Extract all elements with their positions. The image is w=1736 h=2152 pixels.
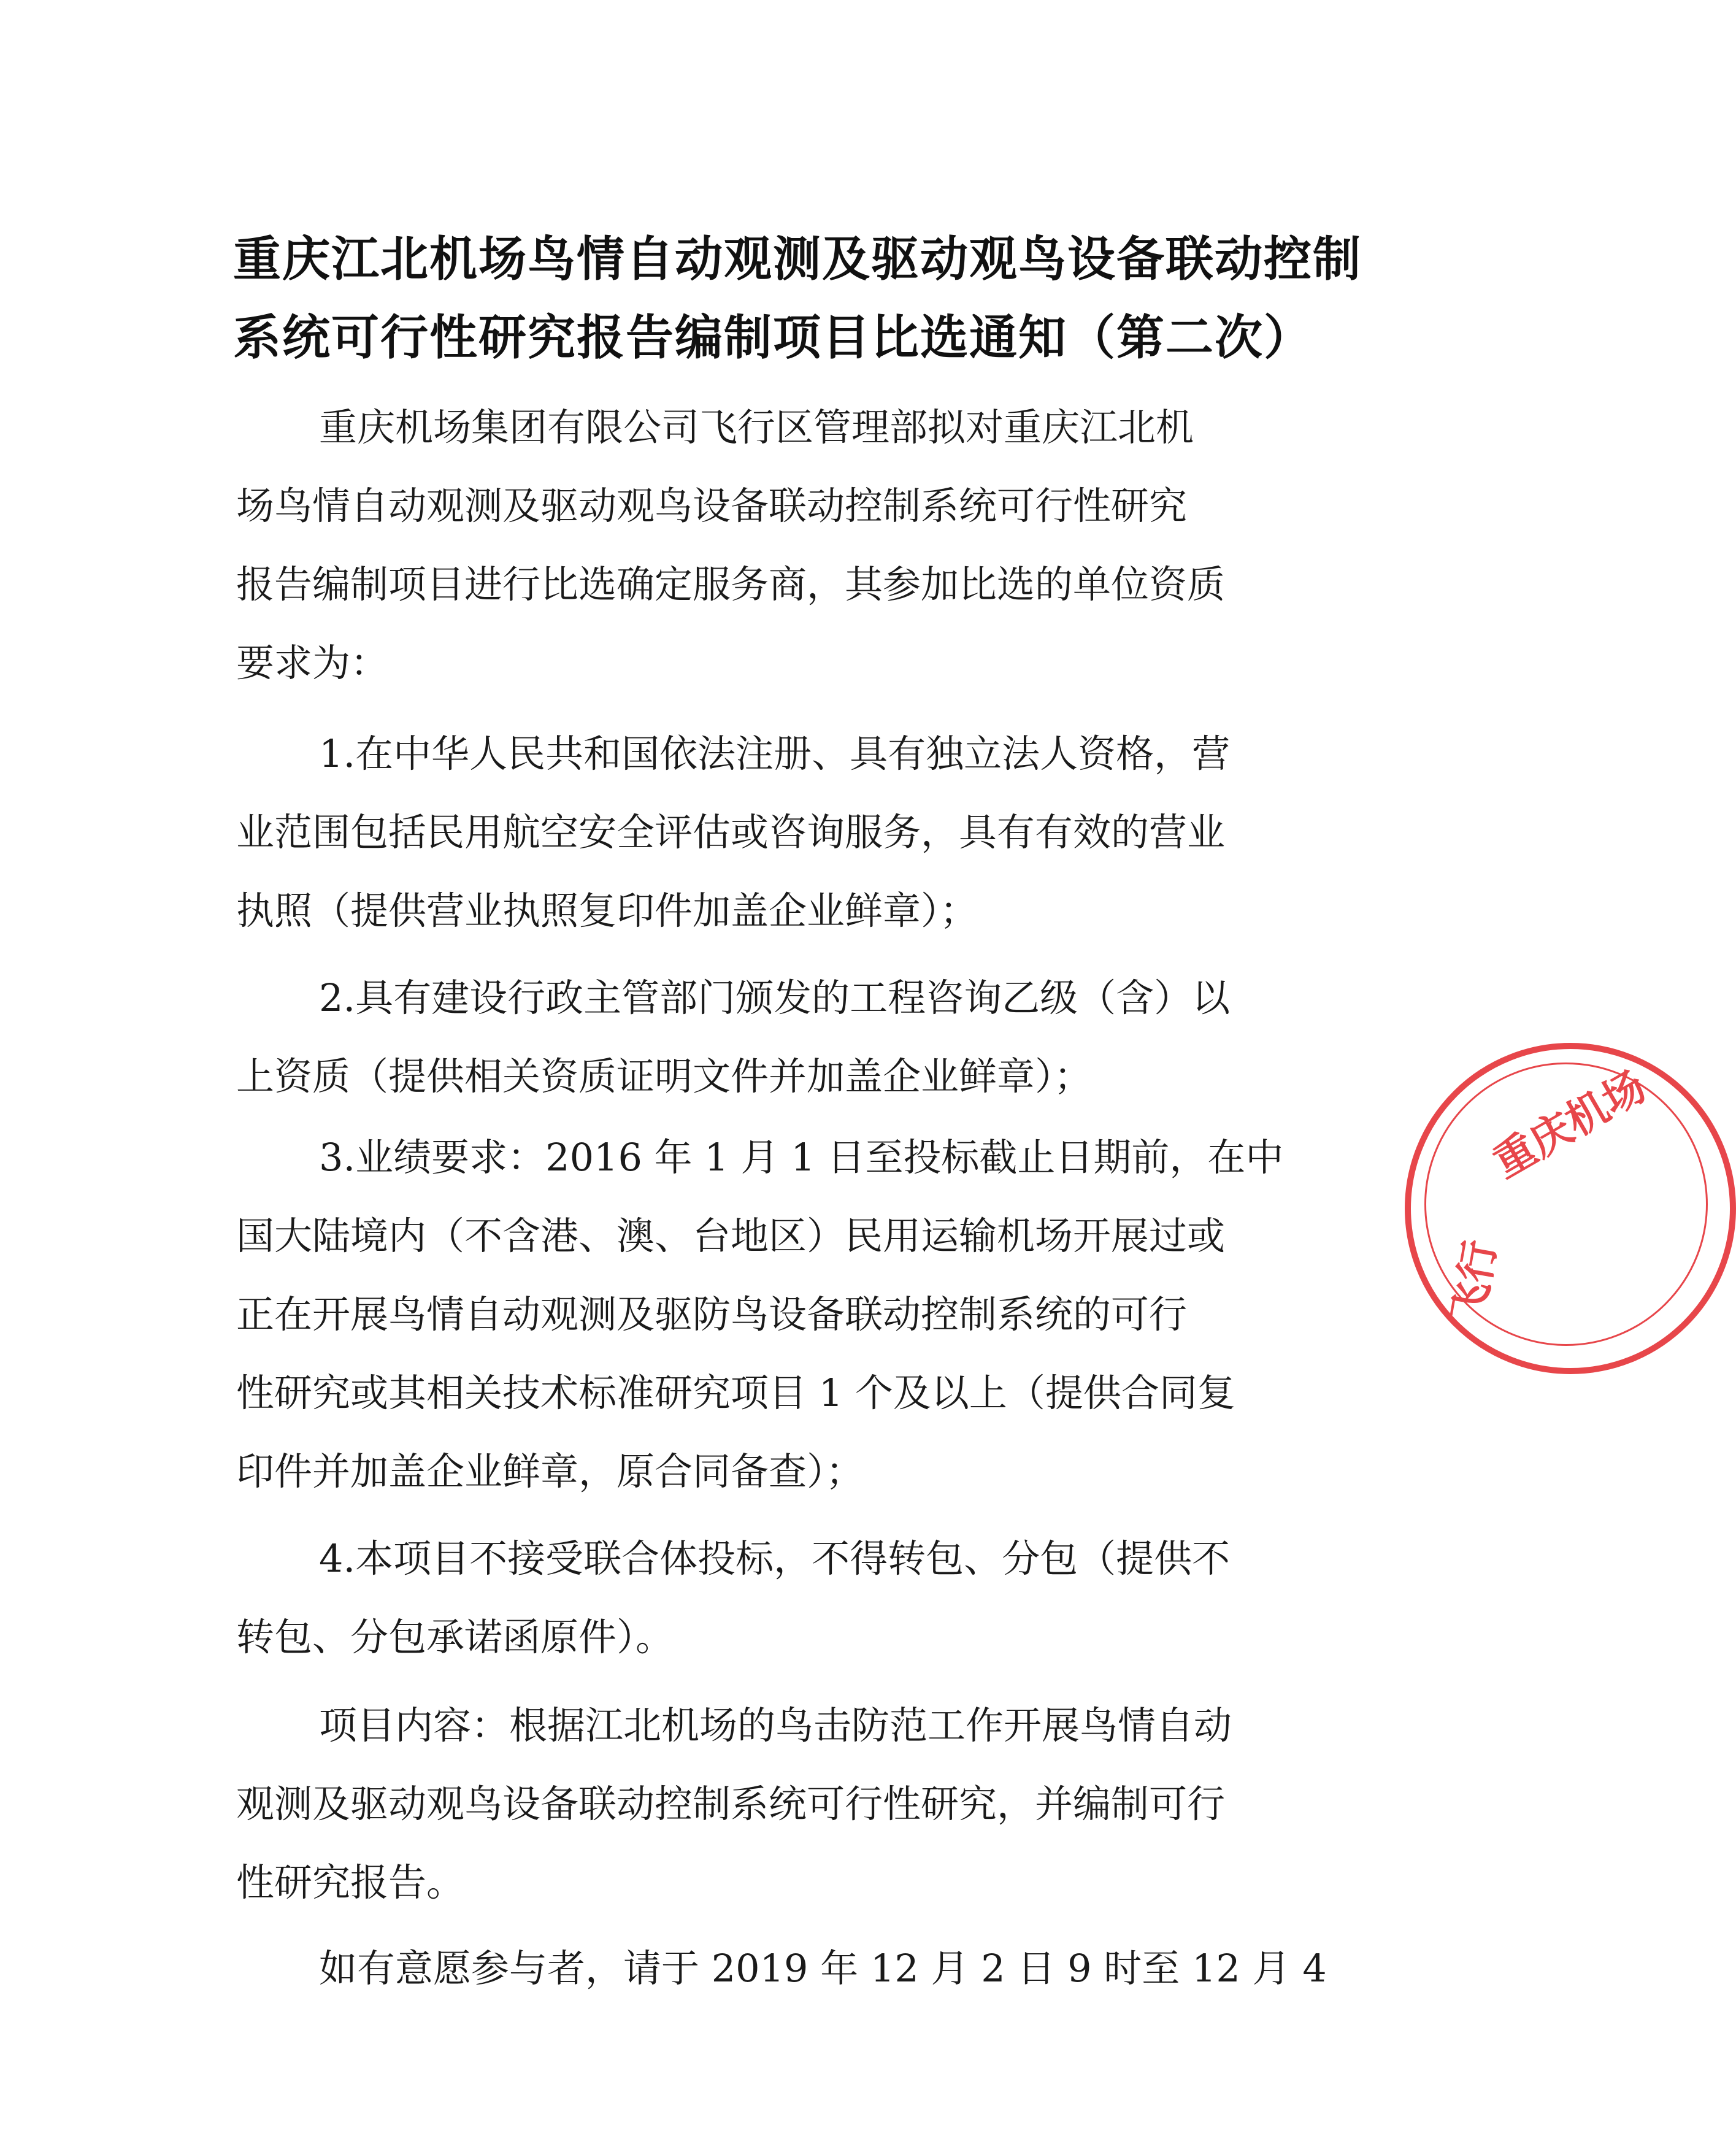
body-line-3: 报告编制项目进行比选确定服务商，其参加比选的单位资质 (236, 562, 1226, 607)
body-line-7: 执照（提供营业执照复印件加盖企业鲜章）； (236, 888, 978, 933)
company-seal-stamp (1405, 1043, 1736, 1374)
body-line-16: 转包、分包承诺函原件）。 (236, 1615, 674, 1659)
body-line-18: 观测及驱动观鸟设备联动控制系统可行性研究，并编制可行 (236, 1781, 1226, 1826)
body-line-1: 重庆机场集团有限公司飞行区管理部拟对重庆江北机 (319, 405, 1194, 450)
body-line-19: 性研究报告。 (236, 1860, 465, 1905)
body-line-6: 业范围包括民用航空安全评估或咨询服务，具有有效的营业 (236, 810, 1226, 855)
seal-text-top: 重庆机场 (1485, 1062, 1654, 1188)
body-line-17: 项目内容：根据江北机场的鸟击防范工作开展鸟情自动 (319, 1703, 1232, 1748)
body-line-9: 上资质（提供相关资质证明文件并加盖企业鲜章）； (236, 1054, 1093, 1099)
body-line-11: 国大陆境内（不含港、澳、台地区）民用运输机场开展过或 (236, 1213, 1226, 1258)
seal-text-left: 飞行 (1443, 1236, 1506, 1328)
body-line-12: 正在开展鸟情自动观测及驱防鸟设备联动控制系统的可行 (236, 1292, 1188, 1337)
body-line-8: 2.具有建设行政主管部门颁发的工程咨询乙级（含）以 (319, 975, 1231, 1020)
body-line-4: 要求为： (236, 640, 389, 685)
body-line-20: 如有意愿参与者，请于 2019 年 12 月 2 日 9 时至 12 月 4 (319, 1946, 1327, 1991)
body-line-14: 印件并加盖企业鲜章，原合同备查）； (236, 1449, 864, 1494)
document-title-line-2: 系统可行性研究报告编制项目比选通知（第二次） (233, 310, 1313, 366)
body-line-2: 场鸟情自动观测及驱动观鸟设备联动控制系统可行性研究 (236, 483, 1188, 528)
document-title-line-1: 重庆江北机场鸟情自动观测及驱动观鸟设备联动控制 (233, 232, 1362, 287)
body-line-10: 3.业绩要求：2016 年 1 月 1 日至投标截止日期前，在中 (319, 1135, 1284, 1180)
body-line-13: 性研究或其相关技术标准研究项目 1 个及以上（提供合同复 (236, 1370, 1235, 1415)
body-line-5: 1.在中华人民共和国依法注册、具有独立法人资格，营 (319, 731, 1231, 776)
body-line-15: 4.本项目不接受联合体投标，不得转包、分包（提供不 (319, 1536, 1231, 1581)
